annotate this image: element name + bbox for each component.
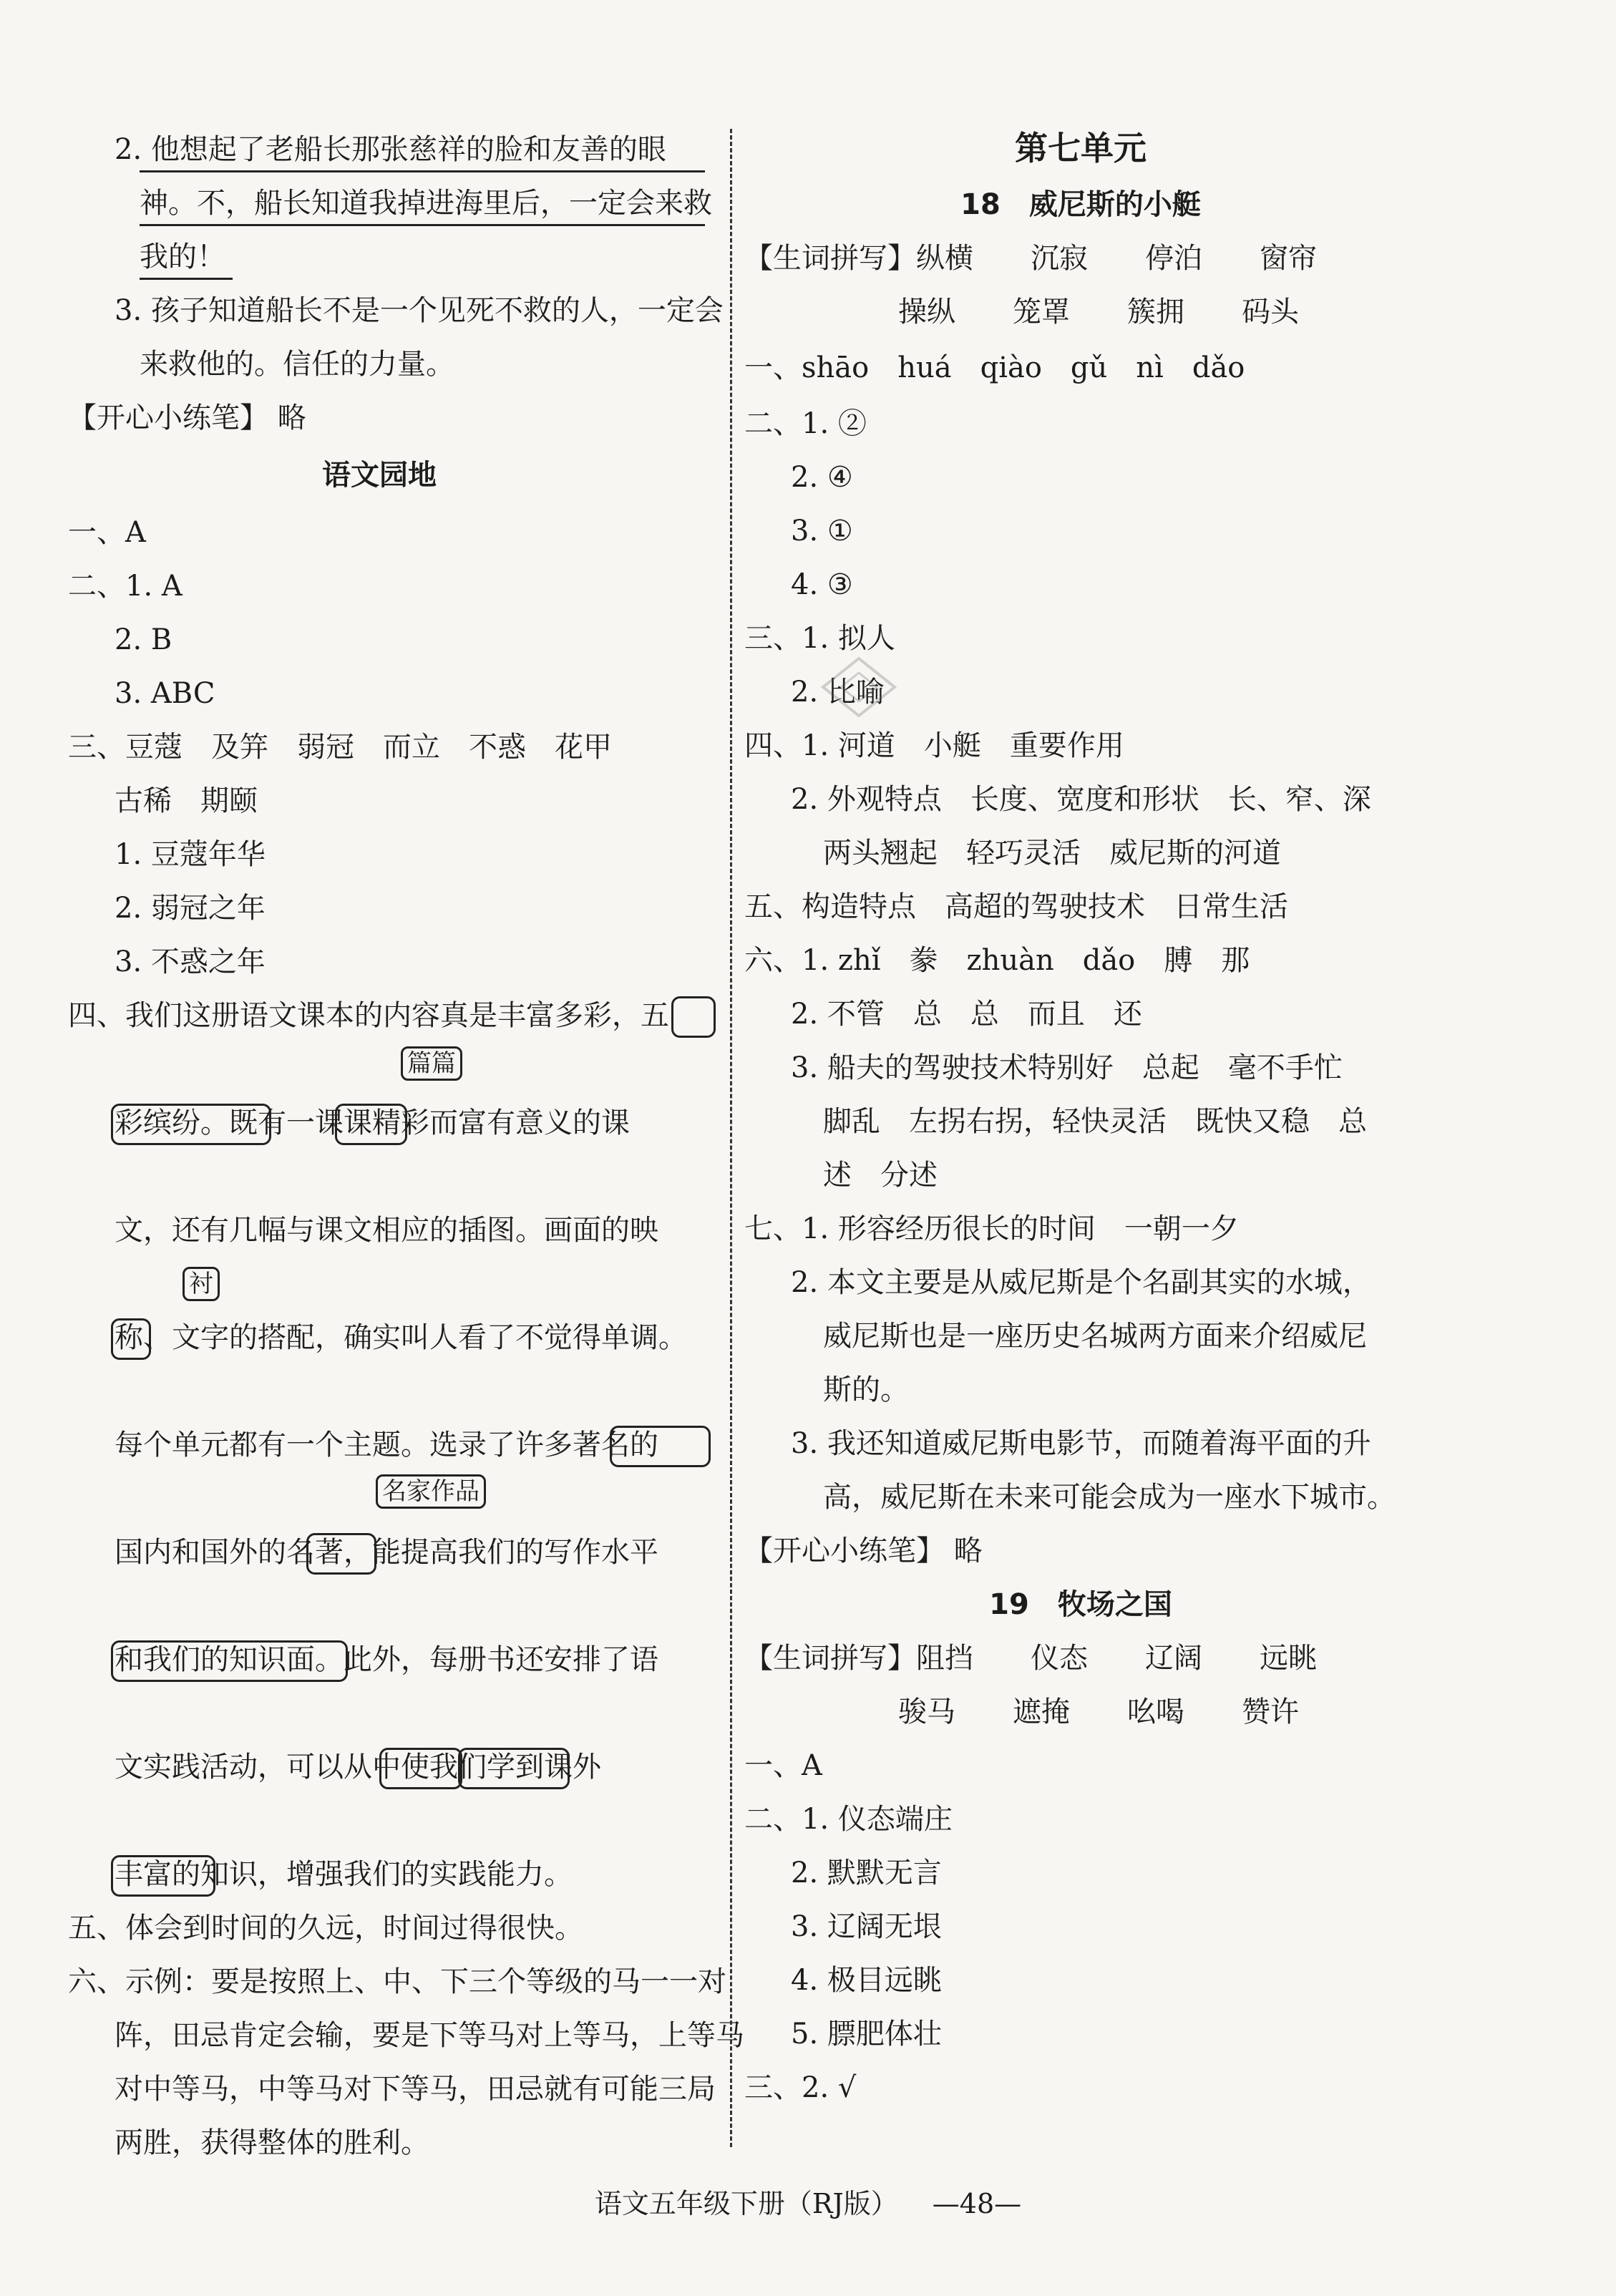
- book-title: 语文五年级下册（RJ版）: [594, 2188, 898, 2219]
- text-line: 3. ①: [791, 515, 853, 548]
- text-line: 和我们的知识面。此外，每册书还安排了语: [115, 1643, 658, 1676]
- text-line: 六、示例：要是按照上、中、下三个等级的马一一对: [68, 1965, 726, 1998]
- handwritten-insertion: 名家作品: [376, 1474, 486, 1509]
- text-line: 1. 豆蔻年华: [115, 838, 266, 871]
- text-line: 3. 不惑之年: [115, 945, 266, 978]
- text-line: 操纵 笼罩 簇拥 码头: [898, 296, 1299, 329]
- handwritten-underline: [140, 170, 705, 172]
- section-heading: 语文园地: [322, 459, 437, 492]
- text-line: 二、1. A: [68, 570, 182, 603]
- lesson-heading: 19 牧场之国: [989, 1588, 1172, 1621]
- text-line: 3. ABC: [115, 677, 215, 710]
- correction-circle: [111, 1640, 348, 1682]
- text-line: 二、1. ②: [744, 407, 867, 440]
- lesson-heading: 18 威尼斯的小艇: [960, 188, 1201, 221]
- text-line: 5. 膘肥体壮: [791, 2018, 942, 2051]
- text-line: 【开心小练笔】 略: [744, 1534, 983, 1567]
- text-line: 述 分述: [823, 1159, 938, 1192]
- correction-circle: [610, 1426, 711, 1467]
- text-line: 文，还有几幅与课文相应的插图。画面的映: [115, 1214, 658, 1247]
- text-line: 六、1. zhǐ 豢 zhuàn dǎo 膊 那: [744, 944, 1250, 977]
- text-line: 一、shāo huá qiào gǔ nì dǎo: [744, 351, 1245, 384]
- text-line: 三、1. 拟人: [744, 622, 895, 655]
- text-line: 2. 本文主要是从威尼斯是个名副其实的水城，: [791, 1266, 1371, 1299]
- handwritten-underline: [140, 224, 705, 226]
- text-line: 三、2. √: [744, 2071, 857, 2104]
- text-line: 四、1. 河道 小艇 重要作用: [744, 729, 1124, 762]
- watermark-stamp-icon: [816, 644, 902, 723]
- text-line: 国内和国外的名著，能提高我们的写作水平: [115, 1536, 658, 1569]
- text-line: 2. 他想起了老船长那张慈祥的脸和友善的眼: [115, 133, 666, 166]
- correction-circle: [379, 1748, 462, 1789]
- text-line: 彩缤纷。既有一课课精彩而富有意义的课: [115, 1106, 630, 1139]
- text-line: 2. ④: [791, 461, 853, 494]
- text-line: 文实践活动，可以从中使我们学到课外: [115, 1751, 601, 1784]
- text-line: 脚乱 左拐右拐，轻快灵活 既快又稳 总: [823, 1105, 1367, 1138]
- text-line: 3. 辽阔无垠: [791, 1910, 942, 1943]
- handwritten-insertion: 衬: [182, 1267, 220, 1301]
- text-line: 2. 默默无言: [791, 1857, 942, 1889]
- text-line: 骏马 遮掩 吆喝 赞许: [898, 1696, 1299, 1728]
- text-line: 称、文字的搭配，确实叫人看了不觉得单调。: [115, 1321, 687, 1354]
- text-line: 3. 孩子知道船长不是一个见死不救的人，一定会: [115, 294, 724, 327]
- text-line: 丰富的知识，增强我们的实践能力。: [115, 1858, 573, 1891]
- text-line: 五、构造特点 高超的驾驶技术 日常生活: [744, 890, 1288, 923]
- text-line: 【开心小练笔】 略: [68, 402, 306, 434]
- text-line: 2. 弱冠之年: [115, 892, 266, 925]
- text-line: 二、1. 仪态端庄: [744, 1803, 953, 1836]
- text-line: 阵，田忌肯定会输，要是下等马对上等马，上等马: [115, 2019, 744, 2052]
- text-line: 我的！: [140, 240, 225, 273]
- correction-circle: [671, 996, 716, 1038]
- text-line: 三、豆蔻 及笄 弱冠 而立 不惑 花甲: [68, 731, 612, 764]
- text-line: 斯的。: [823, 1373, 909, 1406]
- text-line: 【生词拼写】纵横 沉寂 停泊 窗帘: [744, 242, 1317, 275]
- text-line: 2. 比喻: [791, 676, 885, 709]
- handwritten-underline: [140, 278, 233, 280]
- text-line: 3. 船夫的驾驶技术特别好 总起 毫不手忙: [791, 1051, 1343, 1084]
- text-line: 来救他的。信任的力量。: [140, 348, 454, 381]
- text-line: 高，威尼斯在未来可能会成为一座水下城市。: [823, 1481, 1396, 1514]
- text-line: 七、1. 形容经历很长的时间 一朝一夕: [744, 1212, 1239, 1245]
- text-line: 3. 我还知道威尼斯电影节，而随着海平面的升: [791, 1427, 1371, 1460]
- text-line: 两头翘起 轻巧灵活 威尼斯的河道: [823, 837, 1281, 870]
- handwritten-insertion: 篇篇: [401, 1046, 462, 1081]
- correction-circle: [306, 1533, 376, 1575]
- correction-circle: [111, 1104, 271, 1145]
- text-line: 五、体会到时间的久远，时间过得很快。: [68, 1912, 583, 1945]
- text-line: 每个单元都有一个主题。选录了许多著名的: [115, 1429, 658, 1461]
- text-line: 神。不，船长知道我掉进海里后，一定会来救: [140, 187, 712, 220]
- correction-circle: [335, 1104, 407, 1145]
- text-line: 2. 不管 总 总 而且 还: [791, 998, 1142, 1031]
- column-divider: [730, 129, 732, 2147]
- page-number: —48—: [932, 2188, 1022, 2219]
- text-line: 对中等马，中等马对下等马，田忌就有可能三局: [115, 2073, 716, 2106]
- text-line: 4. 极目远眺: [791, 1964, 942, 1997]
- text-line: 2. B: [115, 623, 172, 656]
- correction-circle: [111, 1855, 215, 1897]
- text-line: 【生词拼写】阻挡 仪态 辽阔 远眺: [744, 1642, 1317, 1675]
- text-line: 两胜，获得整体的胜利。: [115, 2126, 429, 2159]
- correction-circle: [458, 1748, 570, 1789]
- text-line: 一、A: [744, 1749, 822, 1782]
- text-line: 威尼斯也是一座历史名城两方面来介绍威尼: [823, 1320, 1367, 1353]
- text-line: 一、A: [68, 516, 146, 549]
- unit-title: 第七单元: [1015, 129, 1147, 167]
- text-line: 2. 外观特点 长度、宽度和形状 长、窄、深: [791, 783, 1371, 816]
- text-line: 4. ③: [791, 568, 853, 601]
- correction-circle: [111, 1318, 151, 1360]
- page-footer: [0, 2186, 1616, 2221]
- text-line: 古稀 期颐: [115, 784, 258, 817]
- text-line: 四、我们这册语文课本的内容真是丰富多彩，五: [68, 999, 669, 1032]
